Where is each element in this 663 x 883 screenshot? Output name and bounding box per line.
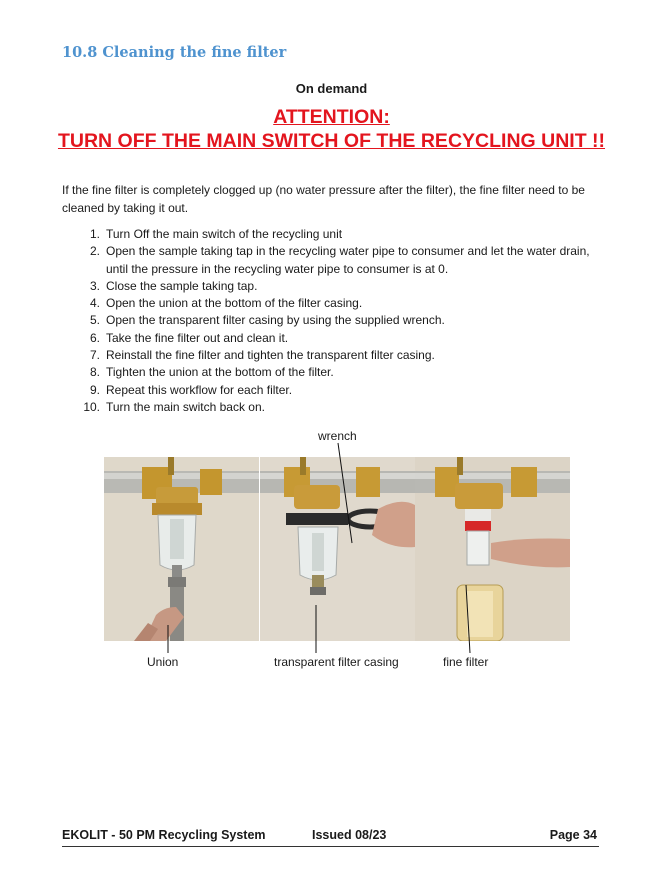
step-item — [62, 399, 607, 416]
step-number: 1. — [89, 227, 100, 241]
step-number: 6. — [89, 330, 100, 345]
footer-rule — [62, 846, 599, 847]
step-text: Take the fine filter out and clean it. — [106, 330, 289, 345]
attention-warning — [0, 105, 663, 153]
step-number: 5. — [89, 313, 100, 328]
step-number: 7. — [89, 348, 100, 363]
step-item — [62, 312, 607, 329]
on-demand-label: On demand — [295, 81, 368, 96]
step-item — [62, 330, 607, 347]
wrench-leader-line — [338, 443, 352, 543]
casing-label: transparent filter casing — [274, 655, 399, 669]
wrench-label: wrench — [318, 429, 357, 443]
step-item — [62, 278, 607, 295]
step-text: Reinstall the fine filter and tighten the transparent filter casing. — [106, 348, 435, 363]
step-text: Open the union at the bottom of the filter casing. — [106, 296, 363, 311]
steps-list — [62, 226, 607, 416]
attention-title: ATTENTION: — [273, 106, 390, 128]
step-item — [62, 347, 607, 364]
step-text: Close the sample taking tap. — [106, 278, 258, 293]
footer-issued: Issued 08/23 — [312, 828, 387, 842]
union-label: Union — [147, 655, 179, 669]
step-text: Open the transparent filter casing by using the supplied wrench. — [106, 313, 445, 328]
step-number: 8. — [89, 365, 100, 380]
step-item — [62, 364, 607, 381]
step-number: 10. — [83, 399, 100, 414]
intro-paragraph: If the fine filter is completely clogged up (no water pressure after the filter), the fine filter need to be cleaned by taking it out. — [62, 183, 585, 215]
step-item — [62, 382, 607, 399]
step-text: Open the sample taking tap in the recycling water pipe to consumer and let the water drain, until the pressure in the recycling water pipe to consumer is at 0. — [106, 244, 590, 276]
fine-filter-label: fine filter — [443, 655, 489, 669]
step-number: 3. — [89, 278, 100, 293]
attention-message: TURN OFF THE MAIN SWITCH OF THE RECYCLING UNIT !! — [57, 130, 606, 152]
footer-product: EKOLIT - 50 PM Recycling System — [62, 828, 266, 842]
step-text: Turn Off the main switch of the recycling unit — [106, 227, 343, 241]
step-number: 9. — [89, 382, 100, 397]
callout-lines — [0, 425, 663, 675]
step-item — [62, 295, 607, 312]
footer-page-number: Page 34 — [549, 828, 597, 842]
step-item — [62, 243, 607, 278]
step-text: Turn the main switch back on. — [106, 399, 265, 414]
step-number: 2. — [89, 244, 100, 259]
step-text: Repeat this workflow for each filter. — [106, 382, 293, 397]
step-number: 4. — [89, 296, 100, 311]
step-item — [62, 226, 607, 243]
fine-filter-leader-line — [466, 585, 470, 653]
section-heading: 10.8 Cleaning the fine filter — [62, 44, 287, 61]
filter-photos — [0, 425, 663, 675]
step-text: Tighten the union at the bottom of the filter. — [106, 365, 334, 380]
